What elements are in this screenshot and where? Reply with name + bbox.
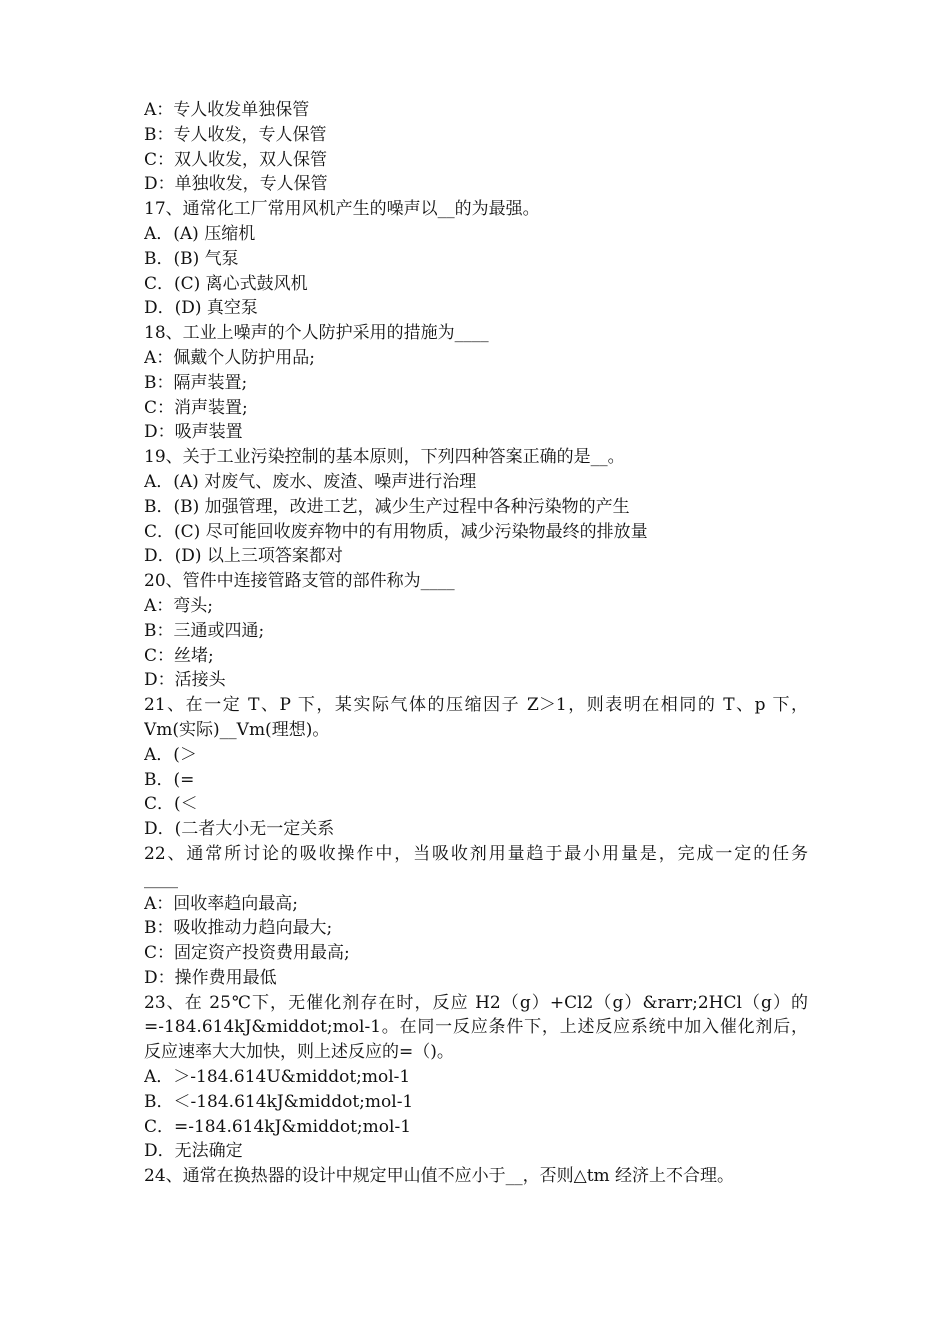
option-line: A．(＞	[144, 744, 197, 765]
option-line: C．(C) 离心式鼓风机	[144, 273, 308, 294]
option-line: D：活接头	[144, 670, 226, 691]
question-21: 21、在一定 T、P 下，某实际气体的压缩因子 Z＞1，则表明在相同的 T、p 下，	[144, 695, 808, 716]
option-line: A：专人收发单独保管	[144, 100, 310, 120]
option-line: C：丝堵;	[144, 645, 214, 666]
question-22: 22、通常所讨论的吸收操作中，当吸收剂用量趋于最小用量是，完成一定的任务	[144, 843, 808, 864]
option-line: A：佩戴个人防护用品;	[144, 347, 316, 368]
question-23: 23、在 25℃下，无催化剂存在时，反应 H2（g）+Cl2（g）&rarr;2HCl（g）的	[144, 992, 808, 1013]
option-line: C：消声装置;	[144, 397, 248, 418]
option-line: A．(A) 对废气、废水、废渣、噪声进行治理	[144, 471, 477, 492]
option-line: B．＜-184.614kJ&middot;mol-1	[144, 1091, 414, 1112]
option-line: B．(=	[144, 769, 195, 790]
option-line: C：固定资产投资费用最高;	[144, 943, 350, 964]
document-body	[144, 98, 808, 1189]
question-22-continued: ____	[144, 868, 178, 889]
option-line: D：单独收发，专人保管	[144, 174, 328, 195]
option-line: D：操作费用最低	[144, 967, 277, 988]
option-line: C：双人收发，双人保管	[144, 149, 328, 170]
question-23-continued: 反应速率大大加快，则上述反应的=（)。	[144, 1042, 454, 1063]
question-20: 20、管件中连接管路支管的部件称为____	[144, 571, 455, 592]
option-line: D．无法确定	[144, 1141, 243, 1162]
option-line: B：吸收推动力趋向最大;	[144, 918, 333, 939]
option-line: D：吸声装置	[144, 422, 243, 443]
option-line: B：隔声装置;	[144, 372, 248, 393]
option-line: D．(D) 真空泵	[144, 298, 258, 319]
option-line: D．(D) 以上三项答案都对	[144, 546, 343, 567]
option-line: A．(A) 压缩机	[144, 223, 256, 244]
option-line: B．(B) 气泵	[144, 248, 239, 269]
option-line: C．(＜	[144, 794, 198, 815]
option-line: A．＞-184.614U&middot;mol-1	[144, 1067, 411, 1088]
option-line: C．=-184.614kJ&middot;mol-1	[144, 1116, 412, 1137]
question-19: 19、关于工业污染控制的基本原则，下列四种答案正确的是__。	[144, 447, 625, 468]
question-18: 18、工业上噪声的个人防护采用的措施为____	[144, 323, 489, 344]
option-line: A：弯头;	[144, 595, 214, 616]
question-17: 17、通常化工厂常用风机产生的噪声以__的为最强。	[144, 199, 540, 220]
question-24: 24、通常在换热器的设计中规定甲山值不应小于__，否则△tm 经济上不合理。	[144, 1166, 735, 1187]
question-23-continued: =-184.614kJ&middot;mol-1。在同一反应条件下，上述反应系统中加入催化剂后，	[144, 1017, 808, 1038]
option-line: D．(二者大小无一定关系	[144, 819, 335, 840]
option-line: A：回收率趋向最高;	[144, 893, 299, 914]
option-line: B：专人收发，专人保管	[144, 124, 327, 145]
question-21-continued: Vm(实际)__Vm(理想)。	[144, 719, 330, 740]
option-line: C．(C) 尽可能回收废弃物中的有用物质，减少污染物最终的排放量	[144, 521, 648, 542]
option-line: B．(B) 加强管理，改进工艺，减少生产过程中各种污染物的产生	[144, 496, 630, 517]
option-line: B：三通或四通;	[144, 620, 265, 641]
